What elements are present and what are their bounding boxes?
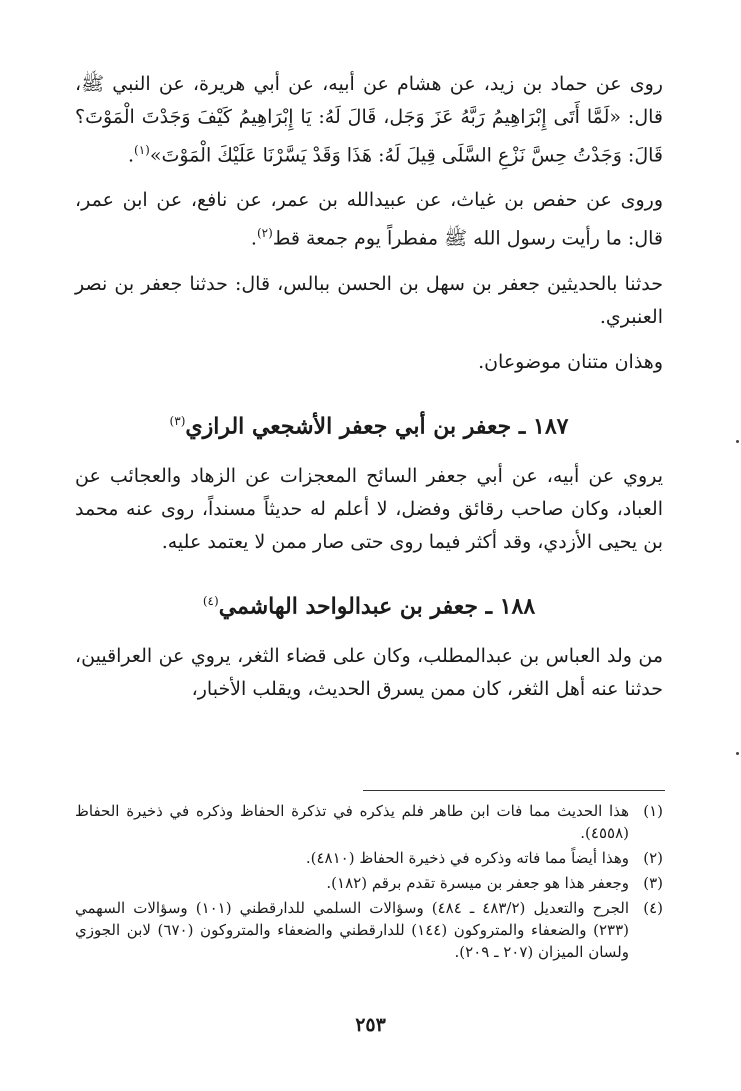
footnote-text: الجرح والتعديل (٤٨٣/٢ ـ ٤٨٤) وسؤالات السلمي للدارقطني (١٠١) وسؤالات السهمي (٢٣٣) والضعفاء والمتروكون (١٤٤) للدارقطني والضعفاء والمتروكون (٦٧٠) لابن الجوزي ولسان الميزان (٢٠٧ ـ ٢٠٩).	[75, 899, 630, 961]
paragraph-verdict: وهذان متنان موضوعان.	[478, 350, 663, 373]
paragraph-hadith-friday: وروى عن حفص بن غياث، عن عبيدالله بن عمر، عن نافع، عن ابن عمر، قال: ما رأيت رسول الله ﷺ مفطراً يوم جمعة قط$^{(٢)}$.	[75, 189, 663, 250]
margin-mark	[736, 440, 739, 443]
margin-mark	[736, 752, 739, 755]
footnote-number: (٣)	[643, 874, 663, 892]
entry-heading-188: ١٨٨ ـ جعفر بن عبدالواحد الهاشمي$^{(٤)}$	[202, 593, 536, 620]
footnote-text: هذا الحديث مما فات ابن طاهر فلم يذكره في تذكرة الحفاظ وذكره في ذخيرة الحفاظ (٤٥٥٨).	[75, 802, 629, 842]
entry-heading-187: ١٨٧ ـ جعفر بن أبي جعفر الأشجعي الرازي$^{(٣)}$	[169, 412, 569, 439]
page-number: ٢٥٣	[355, 1014, 386, 1036]
entry-body-188: من ولد العباس بن عبدالمطلب، وكان على قضاء الثغر، يروي عن العراقيين، حدثنا عنه أهل الثغر، كان ممن يسرق الحديث، ويقلب الأخبار،	[75, 645, 663, 701]
main-text	[75, 68, 663, 718]
footnote-ref-4[interactable]: (٤)	[202, 593, 219, 608]
footnote-item	[75, 872, 663, 894]
footnote-ref-3[interactable]: (٣)	[169, 413, 186, 428]
footnote-item	[75, 897, 663, 963]
footnote-ref-1[interactable]: (١)	[134, 143, 150, 157]
footnote-number: (١)	[643, 802, 663, 820]
footnote-item	[75, 847, 663, 869]
paragraph-narrators: حدثنا بالحديثين جعفر بن سهل بن الحسن ببالس، قال: حدثنا جعفر بن نصر العنبري.	[75, 272, 663, 328]
footnote-text: وهذا أيضاً مما فاته وذكره في ذخيرة الحفاظ (٤٨١٠).	[305, 849, 629, 867]
paragraph-hadith-ibrahim: روى عن حماد بن زيد، عن هشام عن أبيه، عن أبي هريرة، عن النبي ﷺ، قال: «لَمَّا أَتَى إِبْرَاهِيمُ رَبَّهُ عَزَ وَجَل، قَالَ لَهُ: يَا إِبْرَاهِيمُ كَيْفَ وَجَدْتَ الْمَوْتَ؟ قَالَ: وَجَدْتُ حِسَّ نَزْعِ السَّلَى قِيلَ لَهُ: هَذَا وَقَدْ يَسَّرْنَا عَلَيْكَ الْمَوْتَ»$^{(١)}$.	[75, 73, 663, 167]
footnote-number: (٤)	[643, 899, 663, 917]
footnote-ref-2[interactable]: (٢)	[256, 226, 273, 241]
footnote-divider	[363, 790, 665, 791]
footnote-number: (٢)	[643, 849, 663, 867]
footnote-item	[75, 800, 663, 844]
footnotes	[75, 800, 663, 966]
entry-body-187: يروي عن أبيه، عن أبي جعفر السائح المعجزات عن الزهاد والعجائب عن العباد، وكان صاحب رقائق وفضل، لا أعلم له حديثاً مسنداً، روى عنه محمد بن يحيى الأزدي، وقد أكثر فيما روى حتى صار ممن لا يعتمد عليه.	[75, 464, 663, 553]
footnote-text: وجعفر هذا هو جعفر بن ميسرة تقدم برقم (١٨٢).	[326, 874, 629, 892]
